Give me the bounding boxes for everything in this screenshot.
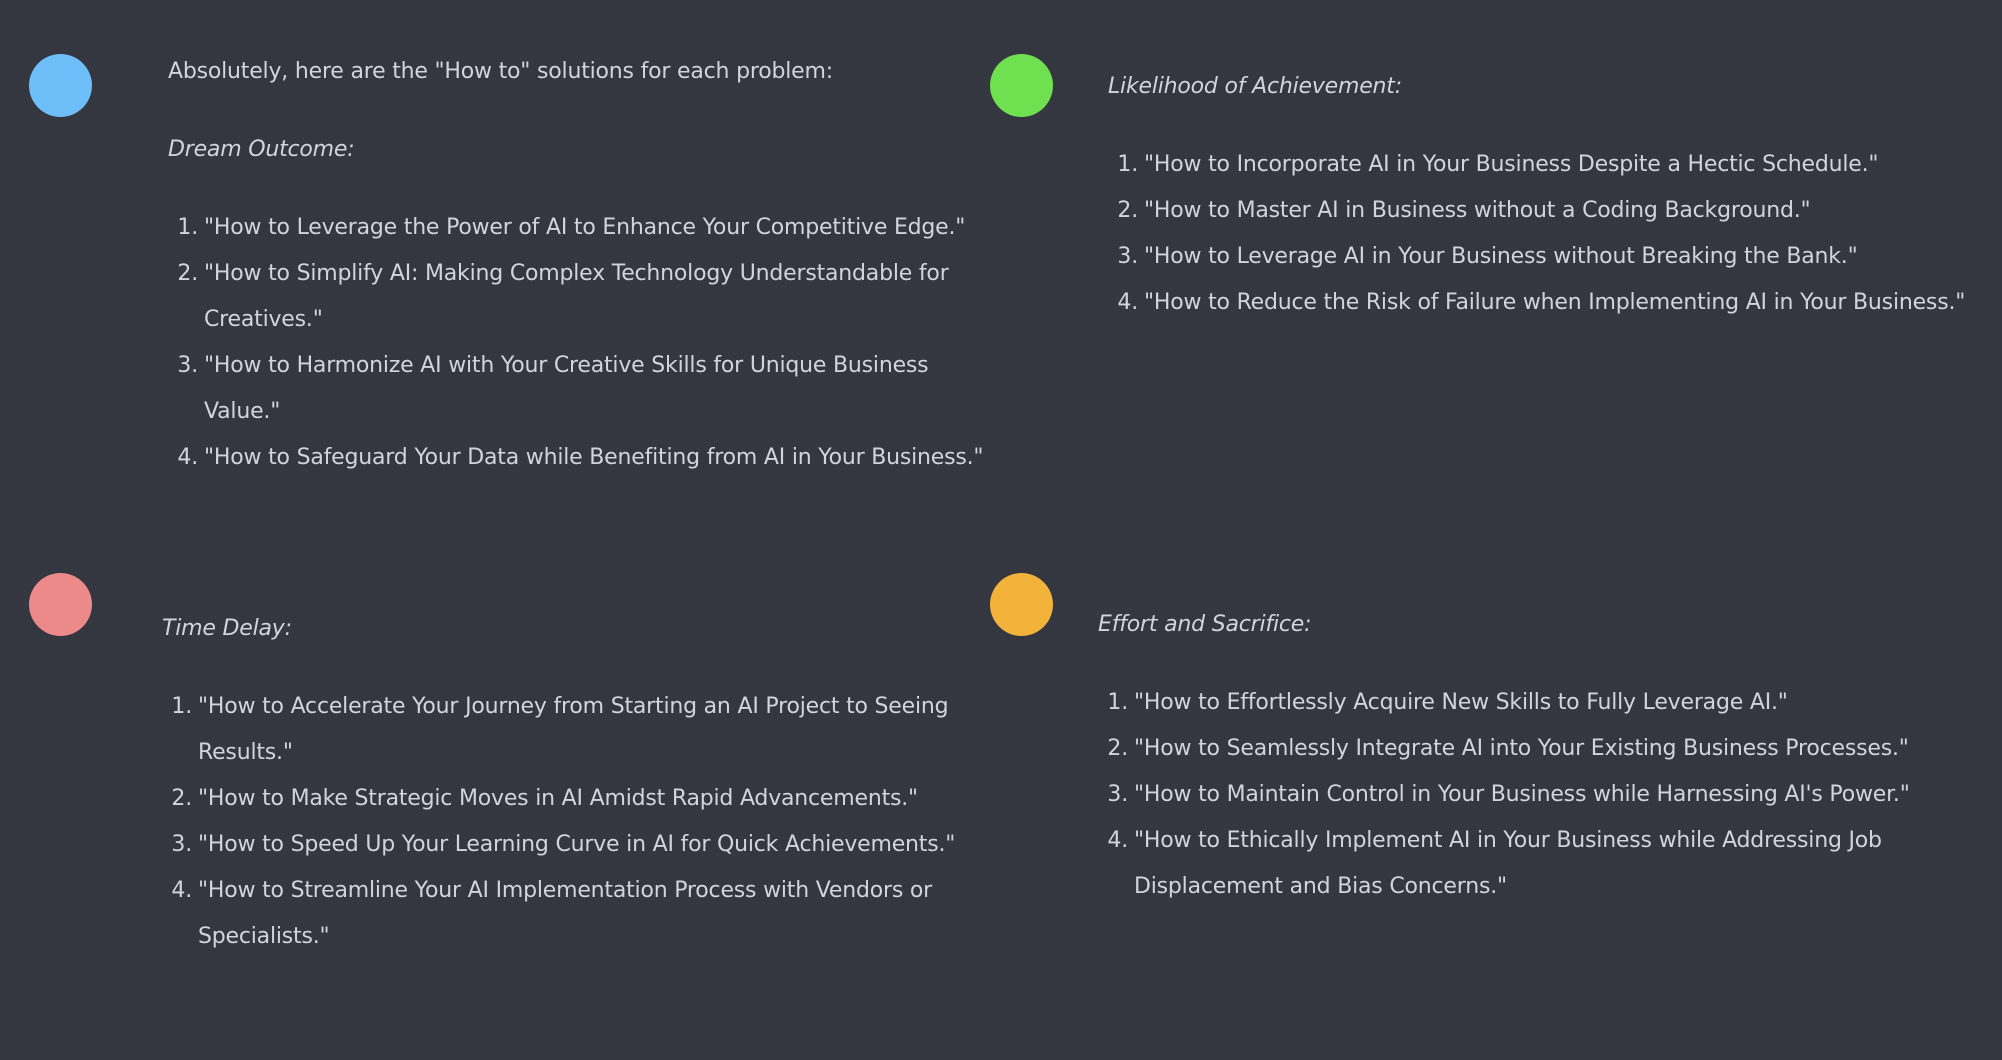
section-heading-time-delay: Time Delay: — [162, 616, 292, 641]
list-item — [1098, 772, 1978, 818]
section-heading-dream-outcome: Dream Outcome: — [168, 137, 355, 162]
list-item-text: "How to Make Strategic Moves in AI Amidst Rapid Advancements." — [198, 786, 918, 811]
likelihood-list — [1108, 142, 1988, 326]
effort-list — [1098, 680, 1978, 910]
list-item-number: 1. — [177, 215, 198, 240]
list-item — [1098, 726, 1978, 772]
list-item-text: "How to Master AI in Business without a Coding Background." — [1144, 198, 1811, 223]
list-item-number: 4. — [177, 445, 198, 470]
list-item — [1108, 188, 1988, 234]
list-item-number: 3. — [1117, 244, 1138, 269]
list-item — [1098, 680, 1978, 726]
list-item — [1098, 818, 1978, 910]
orange-avatar-dot — [990, 573, 1053, 636]
list-item-text: "How to Safeguard Your Data while Benefiting from AI in Your Business." — [204, 445, 984, 470]
list-item-number: 1. — [1107, 690, 1128, 715]
intro-text: Absolutely, here are the "How to" solutions for each problem: — [168, 59, 833, 84]
list-item — [168, 205, 998, 251]
time-delay-content — [162, 606, 1002, 960]
list-item — [162, 868, 1002, 960]
list-item — [162, 776, 1002, 822]
time-delay-list — [162, 684, 1002, 960]
section-heading-effort: Effort and Sacrifice: — [1098, 612, 1312, 637]
list-item-number: 2. — [171, 786, 192, 811]
effort-content — [1098, 602, 1978, 910]
list-item — [168, 435, 998, 481]
list-item-number: 4. — [1107, 828, 1128, 853]
list-item-text: "How to Streamline Your AI Implementation Process with Vendors or Specialists." — [198, 878, 933, 949]
list-item-text: "How to Ethically Implement AI in Your Business while Addressing Job Displacement and Bias Concerns." — [1134, 828, 1882, 899]
list-item — [162, 822, 1002, 868]
blue-avatar-dot — [29, 54, 92, 117]
list-item-text: "How to Reduce the Risk of Failure when Implementing AI in Your Business." — [1144, 290, 1966, 315]
list-item-text: "How to Speed Up Your Learning Curve in AI for Quick Achievements." — [198, 832, 956, 857]
green-avatar-dot — [990, 54, 1053, 117]
list-item-text: "How to Leverage the Power of AI to Enhance Your Competitive Edge." — [204, 215, 966, 240]
list-item-number: 1. — [171, 694, 192, 719]
list-item-text: "How to Simplify AI: Making Complex Technology Understandable for Creatives." — [204, 261, 949, 332]
list-item-number: 3. — [177, 353, 198, 378]
list-item-number: 3. — [1107, 782, 1128, 807]
list-item-number: 2. — [1117, 198, 1138, 223]
list-item — [1108, 280, 1988, 326]
list-item — [168, 251, 998, 343]
list-item-text: "How to Maintain Control in Your Business while Harnessing AI's Power." — [1134, 782, 1910, 807]
list-item-text: "How to Accelerate Your Journey from Starting an AI Project to Seeing Results." — [198, 694, 949, 765]
dream-outcome-content — [168, 49, 998, 481]
red-avatar-dot — [29, 573, 92, 636]
list-item-number: 3. — [171, 832, 192, 857]
list-item — [1108, 234, 1988, 280]
likelihood-content — [1108, 64, 1988, 326]
dream-outcome-list — [168, 205, 998, 481]
list-item-text: "How to Effortlessly Acquire New Skills to Fully Leverage AI." — [1134, 690, 1788, 715]
list-item-text: "How to Incorporate AI in Your Business Despite a Hectic Schedule." — [1144, 152, 1879, 177]
list-item-number: 4. — [1117, 290, 1138, 315]
list-item-number: 2. — [177, 261, 198, 286]
list-item — [162, 684, 1002, 776]
list-item — [1108, 142, 1988, 188]
list-item-text: "How to Leverage AI in Your Business without Breaking the Bank." — [1144, 244, 1858, 269]
list-item-text: "How to Harmonize AI with Your Creative Skills for Unique Business Value." — [204, 353, 929, 424]
list-item — [168, 343, 998, 435]
section-heading-likelihood: Likelihood of Achievement: — [1108, 74, 1402, 99]
list-item-text: "How to Seamlessly Integrate AI into Your Existing Business Processes." — [1134, 736, 1909, 761]
list-item-number: 1. — [1117, 152, 1138, 177]
list-item-number: 4. — [171, 878, 192, 903]
list-item-number: 2. — [1107, 736, 1128, 761]
